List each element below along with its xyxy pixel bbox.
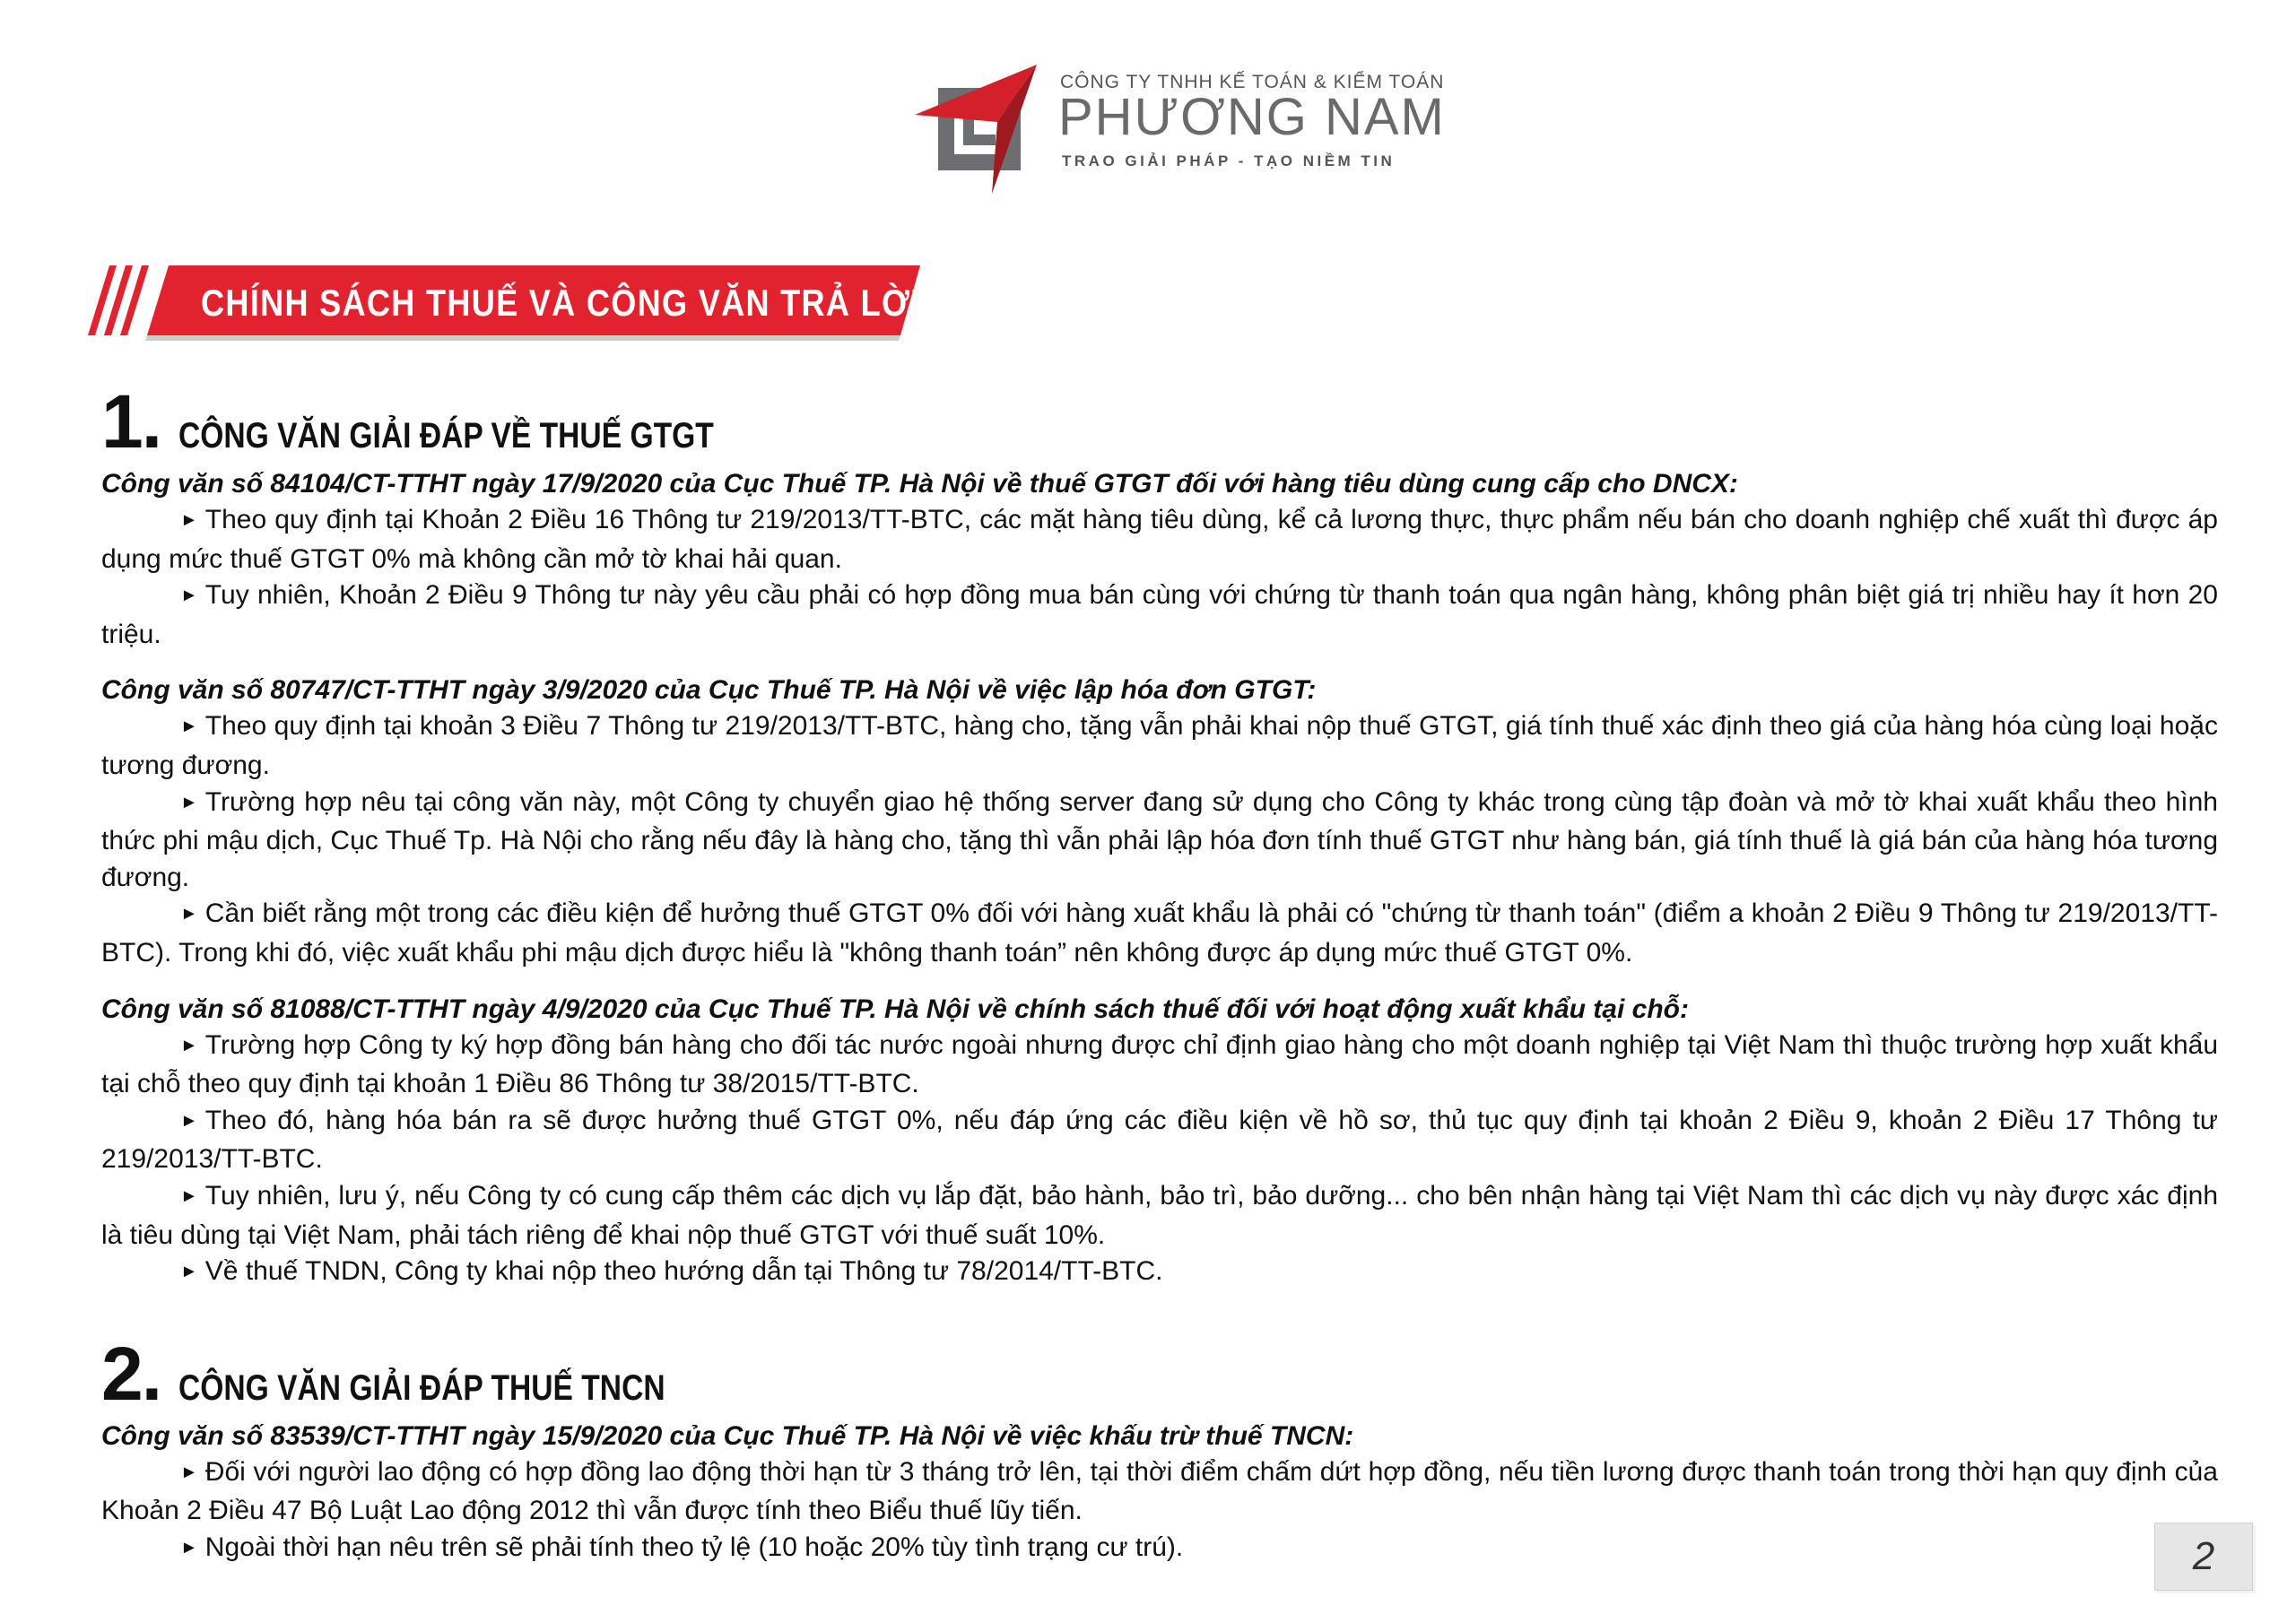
paragraph: ► Về thuế TNDN, Công ty khai nộp theo hướng dẫn tại Thông tư 78/2014/TT-BTC. [180,1256,1163,1287]
bullet-icon: ► [180,1262,198,1282]
paragraph: ► Trường hợp Công ty ký hợp đồng bán hàng cho đối tác nước ngoài nhưng được chỉ định giao hàng cho một doanh nghiệp tại Việt Nam thì thuộc trường hợp xuất khẩu tại chỗ theo quy định tại khoản 1 Điều 86 Thông tư 38/2015/TT-BTC. [101,1029,2218,1099]
paragraph: ► Theo quy định tại khoản 3 Điều 7 Thông tư 219/2013/TT-BTC, hàng cho, tặng vẫn phải khai nộp thuế GTGT, giá tính thuế xác định theo giá của hàng hóa cùng loại hoặc tương đương. [101,711,2218,780]
section-title: CÔNG VĂN GIẢI ĐÁP THUẾ TNCN [178,1367,665,1408]
page-number: 2 [2192,1534,2215,1578]
company-slogan: TRAO GIẢI PHÁP - TẠO NIỀM TIN [1062,152,1396,169]
company-line: CÔNG TY TNHH KẾ TOÁN & KIỂM TOÁN [1060,72,1445,92]
company-logo [915,59,1446,203]
bullet-icon: ► [180,1537,198,1558]
bullet-icon: ► [180,1185,198,1206]
document-title: Công văn số 83539/CT-TTHT ngày 15/9/2020 của Cục Thuế TP. Hà Nội về việc khấu trừ thuế TNCN: [101,1420,1354,1451]
document-title: Công văn số 84104/CT-TTHT ngày 17/9/2020 của Cục Thuế TP. Hà Nội về thuế GTGT đối với hàng tiêu dùng cung cấp cho DNCX: [101,469,1738,499]
paragraph: ► Theo đó, hàng hóa bán ra sẽ được hưởng thuế GTGT 0%, nếu đáp ứng các điều kiện về hồ sơ, thủ tục quy định tại khoản 2 Điều 9, khoản 2 Điều 17 Thông tư 219/2013/TT-BTC. [101,1105,2218,1175]
paragraph: ► Ngoài thời hạn nêu trên sẽ phải tính theo tỷ lệ (10 hoặc 20% tùy tình trạng cư trú). [180,1532,1184,1562]
banner-title: CHÍNH SÁCH THUẾ VÀ CÔNG VĂN TRẢ LỜI [201,282,921,324]
paragraph: ► Theo quy định tại Khoản 2 Điều 16 Thông tư 219/2013/TT-BTC, các mặt hàng tiêu dùng, kể cả lương thực, thực phẩm nếu bán cho doanh nghiệp chế xuất thì được áp dụng mức thuế GTGT 0% mà không cần mở tờ khai hải quan. [101,505,2218,574]
document-title: Công văn số 81088/CT-TTHT ngày 4/9/2020 của Cục Thuế TP. Hà Nội về chính sách thuế đối với hoạt động xuất khẩu tại chỗ: [101,994,1689,1024]
document-title: Công văn số 80747/CT-TTHT ngày 3/9/2020 của Cục Thuế TP. Hà Nội về việc lập hóa đơn GTGT: [101,675,1317,706]
bullet-icon: ► [180,510,198,530]
bullet-icon: ► [180,792,198,812]
bullet-icon: ► [180,1110,198,1131]
section-number: 2. [101,1331,161,1416]
paragraph: ► Tuy nhiên, Khoản 2 Điều 9 Thông tư này yêu cầu phải có hợp đồng mua bán cùng với chứng từ thanh toán qua ngân hàng, không phân biệt giá trị nhiều hay ít hơn 20 triệu. [101,580,2218,649]
paragraph: ► Tuy nhiên, lưu ý, nếu Công ty có cung cấp thêm các dịch vụ lắp đặt, bảo hành, bảo trì, bảo dưỡng... cho bên nhận hàng tại Việt Nam thì các dịch vụ này được xác định là tiêu dùng tại Việt Nam, phải tách riêng để khai nộp thuế GTGT với thuế suất 10%. [101,1180,2218,1250]
bullet-icon: ► [180,1462,198,1482]
section-title: CÔNG VĂN GIẢI ĐÁP VỀ THUẾ GTGT [178,416,714,456]
document-body [101,377,2218,1568]
section-number: 1. [101,379,161,464]
company-logo-mark-icon [915,59,1058,203]
paragraph: ► Cần biết rằng một trong các điều kiện để hưởng thuế GTGT 0% đối với hàng xuất khẩu là phải có "chứng từ thanh toán" (điểm a khoản 2 Điều 9 Thông tư 219/2013/TT-BTC). Trong khi đó, việc xuất khẩu phi mậu dịch được hiểu là "không thanh toán” nên không được áp dụng mức thuế GTGT 0%. [101,898,2218,968]
section-heading-2 [101,1329,2218,1419]
bullet-icon: ► [180,716,198,737]
paragraph: ► Trường hợp nêu tại công văn này, một Công ty chuyển giao hệ thống server đang sử dụng cho Công ty khác trong cùng tập đoàn và mở tờ khai xuất khẩu theo hình thức phi mậu dịch, Cục Thuế Tp. Hà Nội cho rằng nếu đây là hàng cho, tặng thì vẫn phải lập hóa đơn tính thuế GTGT như hàng bán, giá tính thuế là giá bán của hàng hóa tương đương. [101,786,2218,892]
paragraph: ► Đối với người lao động có hợp đồng lao động thời hạn từ 3 tháng trở lên, tại thời điểm chấm dứt hợp đồng, nếu tiền lương được thanh toán trong thời hạn quy định của Khoản 2 Điều 47 Bộ Luật Lao động 2012 thì vẫn được tính theo Biểu thuế lũy tiến. [101,1456,2218,1526]
bullet-icon: ► [180,904,198,924]
bullet-icon: ► [180,1035,198,1055]
page-number-box [2154,1523,2253,1591]
company-name: PHƯƠNG NAM [1058,88,1446,146]
bullet-icon: ► [180,586,198,606]
section-heading-1 [101,377,2218,466]
section-banner [83,265,926,341]
